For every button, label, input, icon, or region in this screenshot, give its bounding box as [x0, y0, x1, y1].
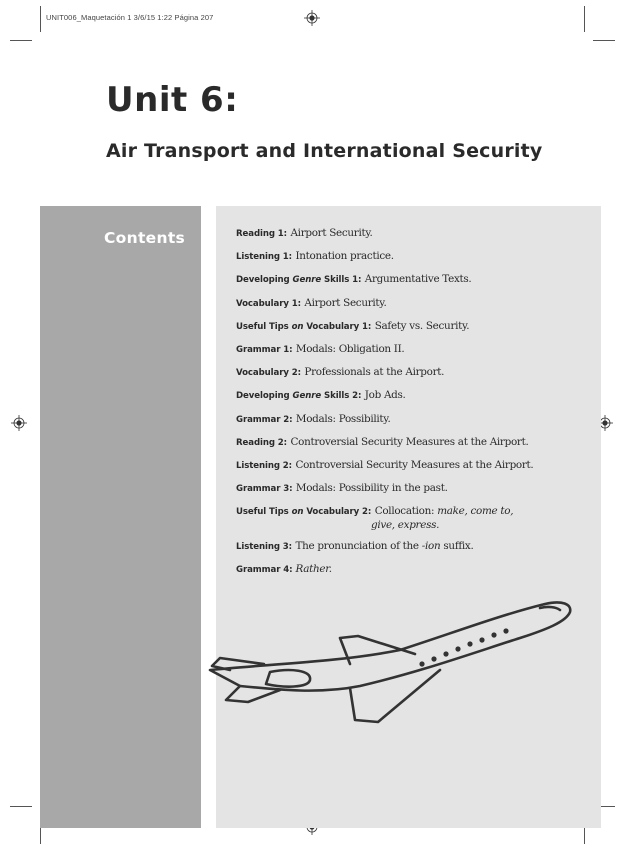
list-item	[236, 226, 591, 249]
contents-list	[236, 226, 591, 586]
item-label: Vocabulary 2:	[236, 368, 301, 379]
crop-mark-top-left-horizontal	[10, 40, 32, 41]
unit-title: Unit 6:	[106, 80, 239, 120]
list-item	[236, 412, 591, 435]
item-label: Reading 1:	[236, 229, 288, 239]
item-text: Safety vs. Security.	[374, 319, 470, 332]
list-item	[236, 249, 591, 272]
item-text: The pronunciation of the -ion suffix.	[295, 540, 474, 553]
item-text: Airport Security.	[290, 227, 373, 239]
item-label: Useful Tips on Vocabulary 2:	[236, 507, 372, 518]
list-item	[236, 272, 591, 295]
registration-mark-icon	[11, 415, 27, 431]
item-text-continued: give, express.	[371, 519, 440, 532]
item-text: Controversial Security Measures at the Airport.	[290, 435, 529, 448]
contents-sidebar	[40, 206, 201, 828]
item-text: Collocation: make, come to,	[374, 505, 514, 518]
item-text: Controversial Security Measures at the Airport.	[295, 458, 534, 471]
list-item	[236, 481, 591, 504]
item-text: Airport Security.	[304, 296, 387, 309]
list-item	[236, 342, 591, 365]
item-label: Listening 2:	[236, 460, 293, 471]
crop-mark-top-right-horizontal	[593, 40, 615, 41]
registration-mark-icon	[304, 10, 320, 26]
crop-mark-top-right-vertical	[584, 6, 585, 32]
item-text: Argumentative Texts.	[364, 273, 472, 286]
list-item	[236, 365, 591, 388]
crop-mark-top-left-vertical	[40, 6, 41, 32]
airplane-illustration	[200, 590, 580, 730]
item-label: Reading 2:	[236, 437, 288, 448]
list-item	[236, 458, 591, 481]
item-label: Listening 3:	[236, 542, 293, 553]
item-text: Rather.	[295, 563, 332, 576]
unit-subtitle: Air Transport and International Security	[106, 140, 543, 162]
item-label: Grammar 3:	[236, 484, 293, 495]
item-label: Grammar 1:	[236, 344, 293, 355]
crop-mark-bottom-left-horizontal	[10, 806, 32, 807]
item-label: Developing Genre Skills 1:	[236, 275, 362, 286]
item-text: Professionals at the Airport.	[304, 366, 445, 379]
item-text: Modals: Possibility.	[295, 412, 391, 425]
list-item	[236, 319, 591, 342]
item-label: Useful Tips on Vocabulary 1:	[236, 321, 372, 332]
item-text: Intonation practice.	[295, 250, 394, 263]
item-text: Modals: Obligation II.	[295, 342, 405, 355]
item-label: Listening 1:	[236, 252, 293, 263]
contents-heading: Contents	[104, 229, 186, 247]
list-item	[236, 539, 591, 562]
item-text: Job Ads.	[364, 389, 406, 402]
item-label: Grammar 2:	[236, 414, 293, 425]
list-item	[236, 562, 591, 585]
item-label: Grammar 4:	[236, 565, 293, 576]
list-item	[236, 388, 591, 411]
item-label: Developing Genre Skills 2:	[236, 391, 362, 402]
list-item	[236, 504, 591, 539]
print-slug: UNIT006_Maquetación 1 3/6/15 1:22 Página 207	[46, 13, 214, 22]
item-label: Vocabulary 1:	[236, 298, 301, 309]
list-item	[236, 296, 591, 319]
item-text: Modals: Possibility in the past.	[295, 482, 448, 495]
list-item	[236, 435, 591, 458]
